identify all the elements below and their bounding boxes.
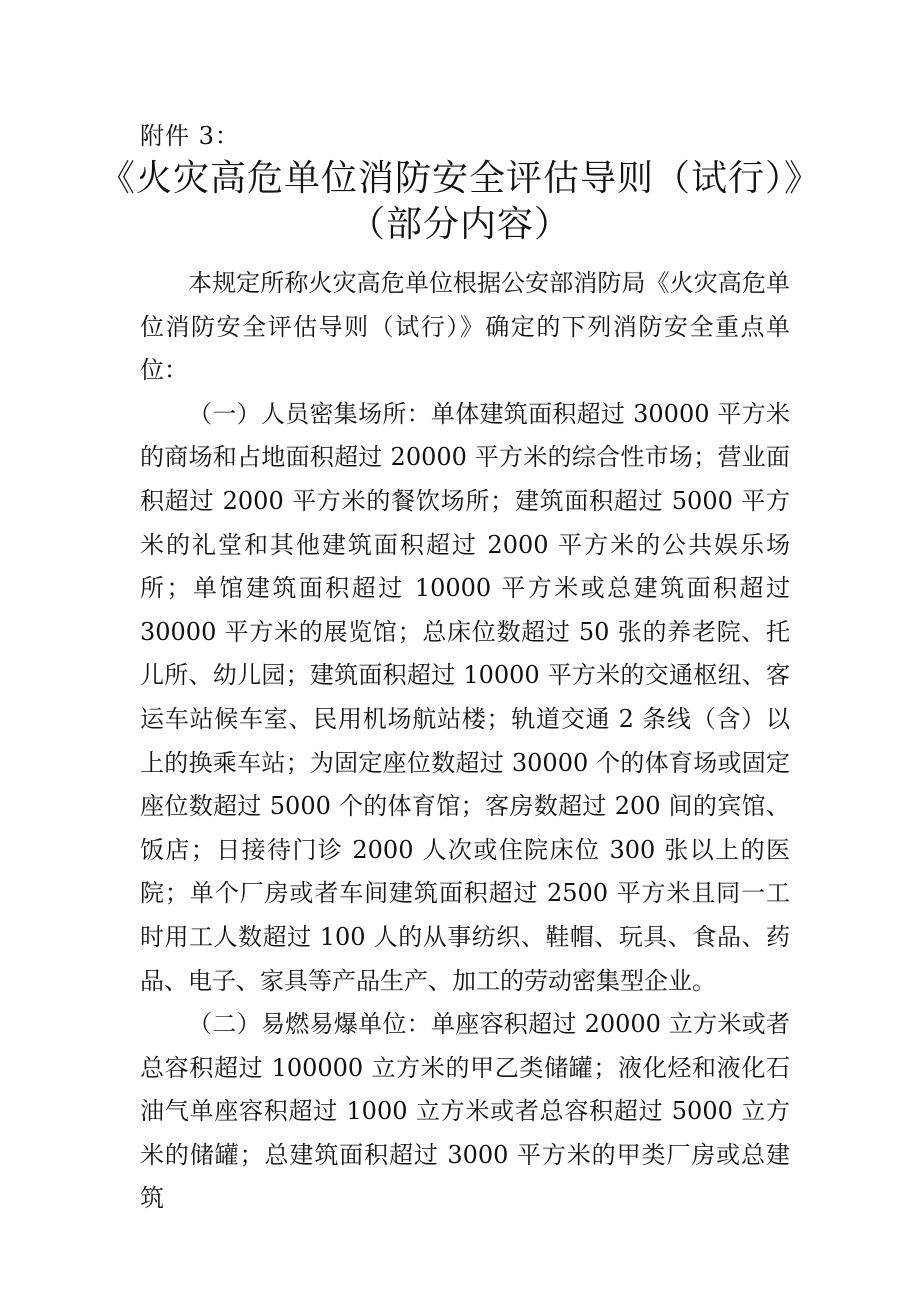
document-subtitle: （部分内容） — [348, 204, 571, 245]
flammable-explosive-paragraph: （二）易燃易爆单位：单座容积超过 20000 立方米或者总容积超过 100000 立方米的甲乙类储罐；液化烃和液化石油气单座容积超过 1000 立方米或者总容积超过 5000 立方米的储罐；总建筑面积超过 3000 平方米的甲类厂房或总建筑 — [140, 1010, 790, 1213]
document-body — [140, 262, 790, 1221]
document-title: 《火灾高危单位消防安全评估导则（试行）》 — [98, 158, 821, 199]
intro-paragraph: 本规定所称火灾高危单位根据公安部消防局《火灾高危单位消防安全评估导则（试行）》确定的下列消防安全重点单位： — [140, 269, 790, 385]
crowded-places-paragraph: （一）人员密集场所：单体建筑面积超过 30000 平方米的商场和占地面积超过 20000 平方米的综合性市场；营业面积超过 2000 平方米的餐饮场所；建筑面积超过 5000 平方米的礼堂和其他建筑面积超过 2000 平方米的公共娱乐场所；单馆建筑面积超过 10000 平方米或总建筑面积超过 30000 平方米的展览馆；总床位数超过 50 张的养老院、托儿所、幼儿园；建筑面积超过 10000 平方米的交通枢纽、客运车站候车室、民用机场航站楼；轨道交通 2 条线（含）以上的换乘车站；为固定座位数超过 30000 个的体育场或固定座位数超过 5000 个的体育馆；客房数超过 200 间的宾馆、饭店；日接待门诊 2000 人次或住院床位 300 张以上的医院；单个厂房或者车间建筑面积超过 2500 平方米且同一工时用工人数超过 100 人的从事纺织、鞋帽、玩具、食品、药品、电子、家具等产品生产、加工的劳动密集型企业。 — [140, 399, 790, 995]
attachment-label: 附件 3： — [140, 122, 240, 150]
